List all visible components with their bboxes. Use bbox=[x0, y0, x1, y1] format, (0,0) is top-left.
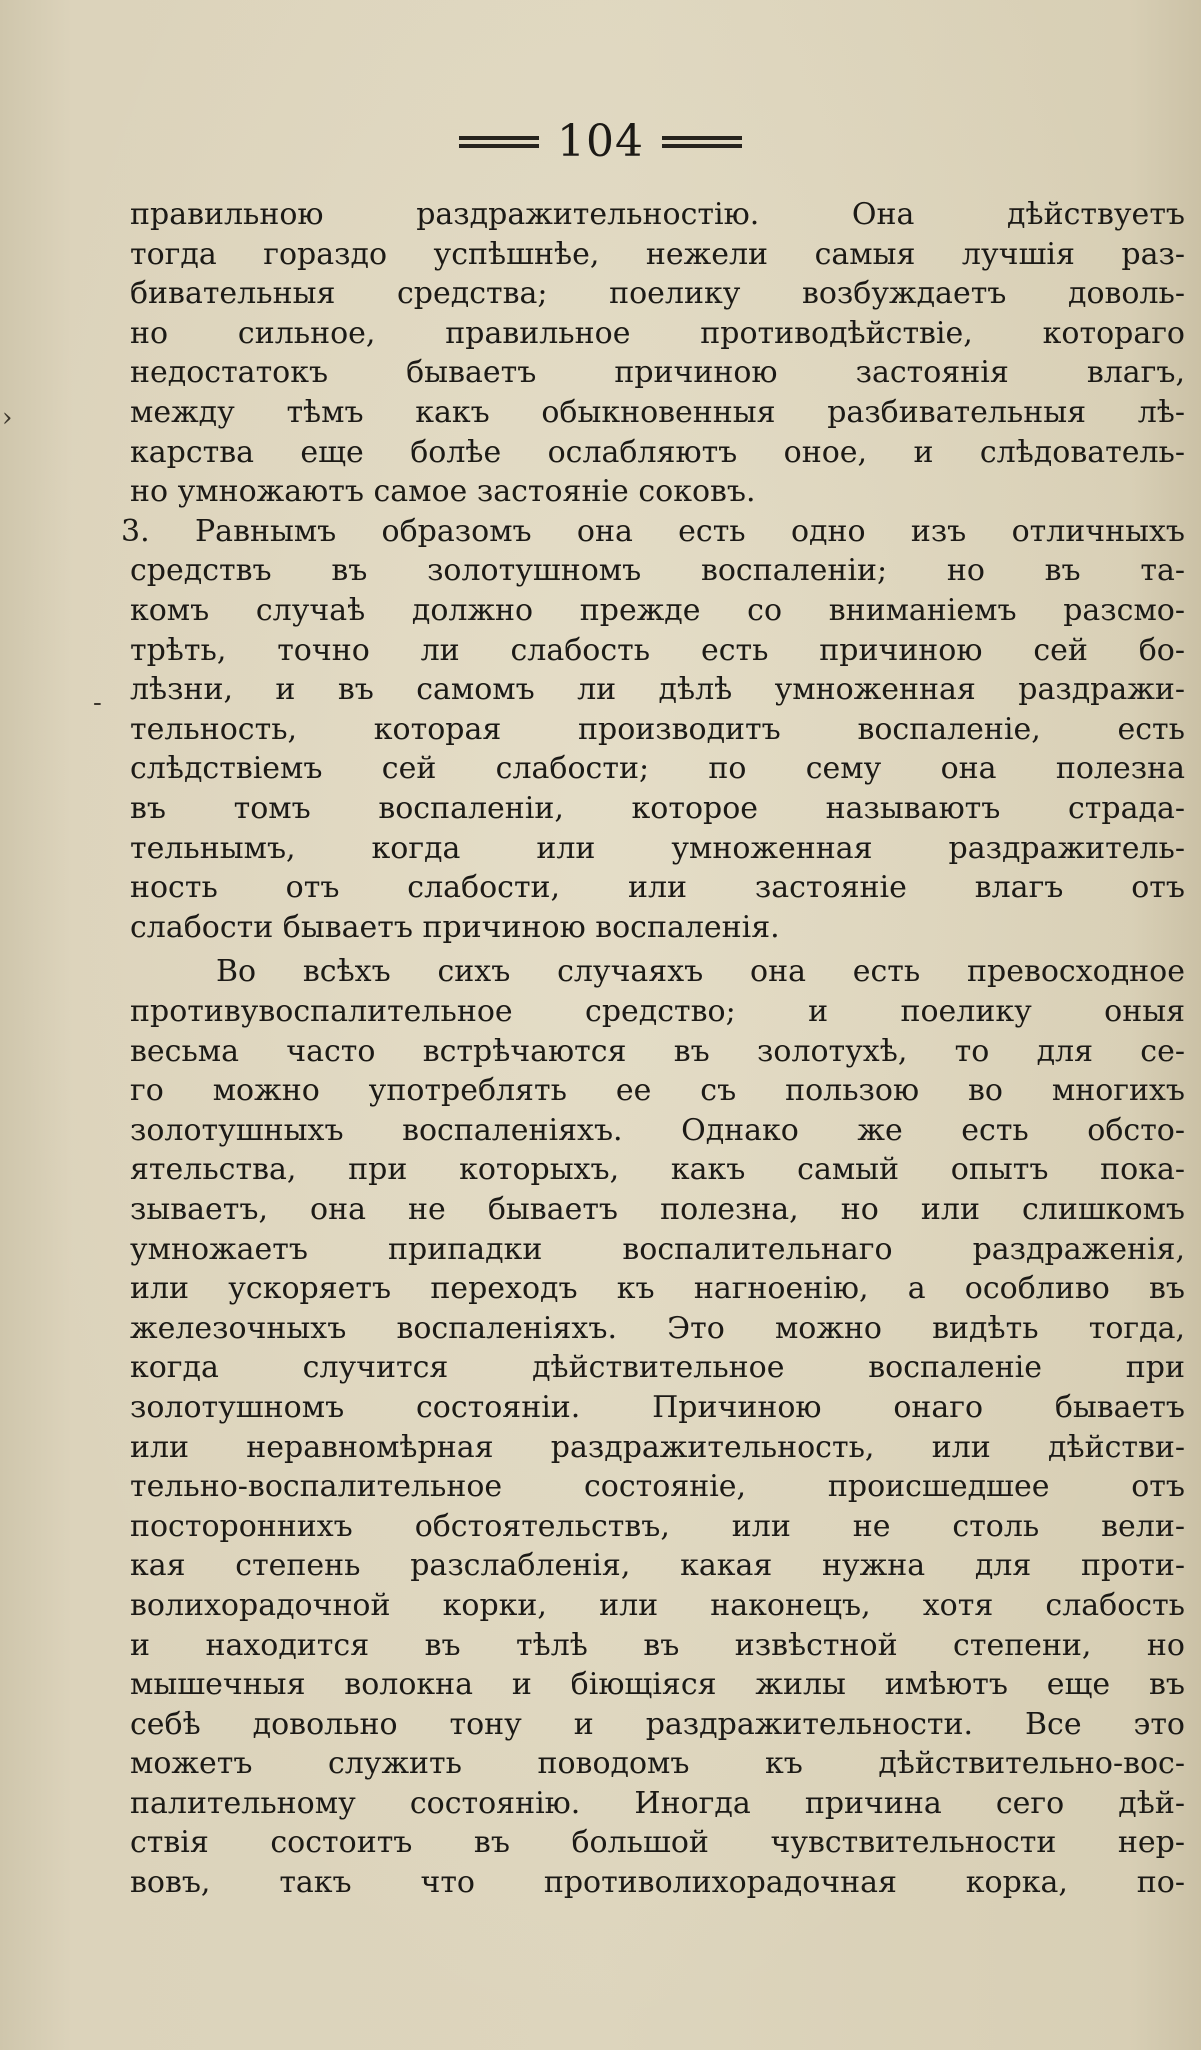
text-line: слабости бываетъ причиною воспаленія. bbox=[130, 909, 780, 945]
page-number: 104 bbox=[557, 116, 644, 167]
text-line: и находится въ тѣлѣ въ извѣстной степени, но bbox=[130, 1627, 1185, 1663]
paragraph-2-cont bbox=[130, 992, 1185, 1903]
text-line: тельнымъ, когда или умноженная раздражитель- bbox=[130, 830, 1185, 866]
right-double-rule bbox=[662, 136, 742, 148]
text-line: можетъ служить поводомъ къ дѣйствительно-вос- bbox=[130, 1746, 1185, 1782]
text-line: кая степень разслабленія, какая нужна для проти- bbox=[130, 1548, 1185, 1584]
text-line: золотушныхъ воспаленіяхъ. Однако же есть обсто- bbox=[130, 1112, 1185, 1148]
text-line: слѣдствіемъ сей слабости; по сему она полезна bbox=[130, 751, 1185, 787]
text-line: въ томъ воспаленіи, которое называютъ страда- bbox=[130, 790, 1185, 826]
left-double-rule bbox=[459, 136, 539, 148]
text-line: или неравномѣрная раздражительность, или дѣйстви- bbox=[130, 1429, 1185, 1465]
text-line: золотушномъ состояніи. Причиною онаго бываетъ bbox=[130, 1389, 1185, 1425]
text-line: бивательныя средства; поелику возбуждаетъ доволь- bbox=[130, 276, 1185, 312]
text-line: комъ случаѣ должно прежде со вниманіемъ разсмо- bbox=[130, 592, 1185, 628]
page-header bbox=[0, 112, 1201, 172]
numbered-line bbox=[121, 512, 1185, 552]
text-line: го можно употреблять ее съ пользою во многихъ bbox=[130, 1073, 1185, 1109]
text-line: ность отъ слабости, или застояніе влагъ отъ bbox=[130, 870, 1185, 906]
text-line: мышечныя волокна и біющіяся жилы имѣютъ еще въ bbox=[130, 1667, 1185, 1703]
text-line: палительному состоянію. Иногда причина сего дѣй- bbox=[130, 1785, 1185, 1821]
text-line: Во всѣхъ сихъ случаяхъ она есть превосходное bbox=[216, 954, 1185, 989]
text-line: но сильное, правильное противодѣйствіе, котораго bbox=[130, 315, 1185, 351]
text-line: весьма часто встрѣчаются въ золотухѣ, то для се- bbox=[130, 1033, 1185, 1069]
text-line: зываетъ, она не бываетъ полезна, но или слишкомъ bbox=[130, 1191, 1185, 1227]
text-body bbox=[121, 195, 1185, 947]
text-line: себѣ довольно тону и раздражительности. Все это bbox=[130, 1706, 1185, 1742]
text-line: постороннихъ обстоятельствъ, или не столь вели- bbox=[130, 1508, 1185, 1544]
text-line: между тѣмъ какъ обыкновенныя разбивательныя лѣ- bbox=[130, 394, 1185, 430]
text-line: трѣть, точно ли слабость есть причиною сей бо- bbox=[130, 632, 1185, 668]
item-number: 3. bbox=[121, 513, 150, 549]
paragraph-2 bbox=[130, 952, 1185, 992]
text-line: ствія состоитъ въ большой чувствительности нер- bbox=[130, 1825, 1185, 1861]
text-line: лѣзни, и въ самомъ ли дѣлѣ умноженная раздражи- bbox=[130, 672, 1185, 708]
text-line: тогда гораздо успѣшнѣе, нежели самыя лучшія раз- bbox=[130, 236, 1185, 272]
text-line: вовъ, такъ что противолихорадочная корка, по- bbox=[130, 1865, 1185, 1901]
margin-mark: - bbox=[93, 688, 102, 718]
text-line: противувоспалительное средство; и поелику оныя bbox=[130, 994, 1185, 1029]
text-line: правильною раздражительностію. Она дѣйствуетъ bbox=[130, 197, 1185, 232]
text-line: Равнымъ образомъ она есть одно изъ отличныхъ bbox=[195, 513, 1185, 549]
margin-mark: › bbox=[2, 403, 13, 433]
text-line: или ускоряетъ переходъ къ нагноенію, а особливо въ bbox=[130, 1271, 1185, 1307]
text-line: карства еще болѣе ослабляютъ оное, и слѣдователь- bbox=[130, 434, 1185, 470]
text-line: железочныхъ воспаленіяхъ. Это можно видѣть тогда, bbox=[130, 1310, 1185, 1346]
text-line: средствъ въ золотушномъ воспаленіи; но въ та- bbox=[130, 553, 1185, 589]
text-line: но умножаютъ самое застояніе соковъ. bbox=[130, 474, 756, 510]
text-line: когда случится дѣйствительное воспаленіе при bbox=[130, 1350, 1185, 1386]
text-line: тельно-воспалительное состояніе, происшедшее отъ bbox=[130, 1469, 1185, 1505]
text-line: тельность, которая производитъ воспаленіе, есть bbox=[130, 711, 1185, 747]
text-line: умножаетъ припадки воспалительнаго раздраженія, bbox=[130, 1231, 1185, 1267]
text-line: волихорадочной корки, или наконецъ, хотя слабость bbox=[130, 1587, 1185, 1623]
text-line: ятельства, при которыхъ, какъ самый опытъ пока- bbox=[130, 1152, 1185, 1188]
text-line: недостатокъ бываетъ причиною застоянія влагъ, bbox=[130, 355, 1185, 391]
